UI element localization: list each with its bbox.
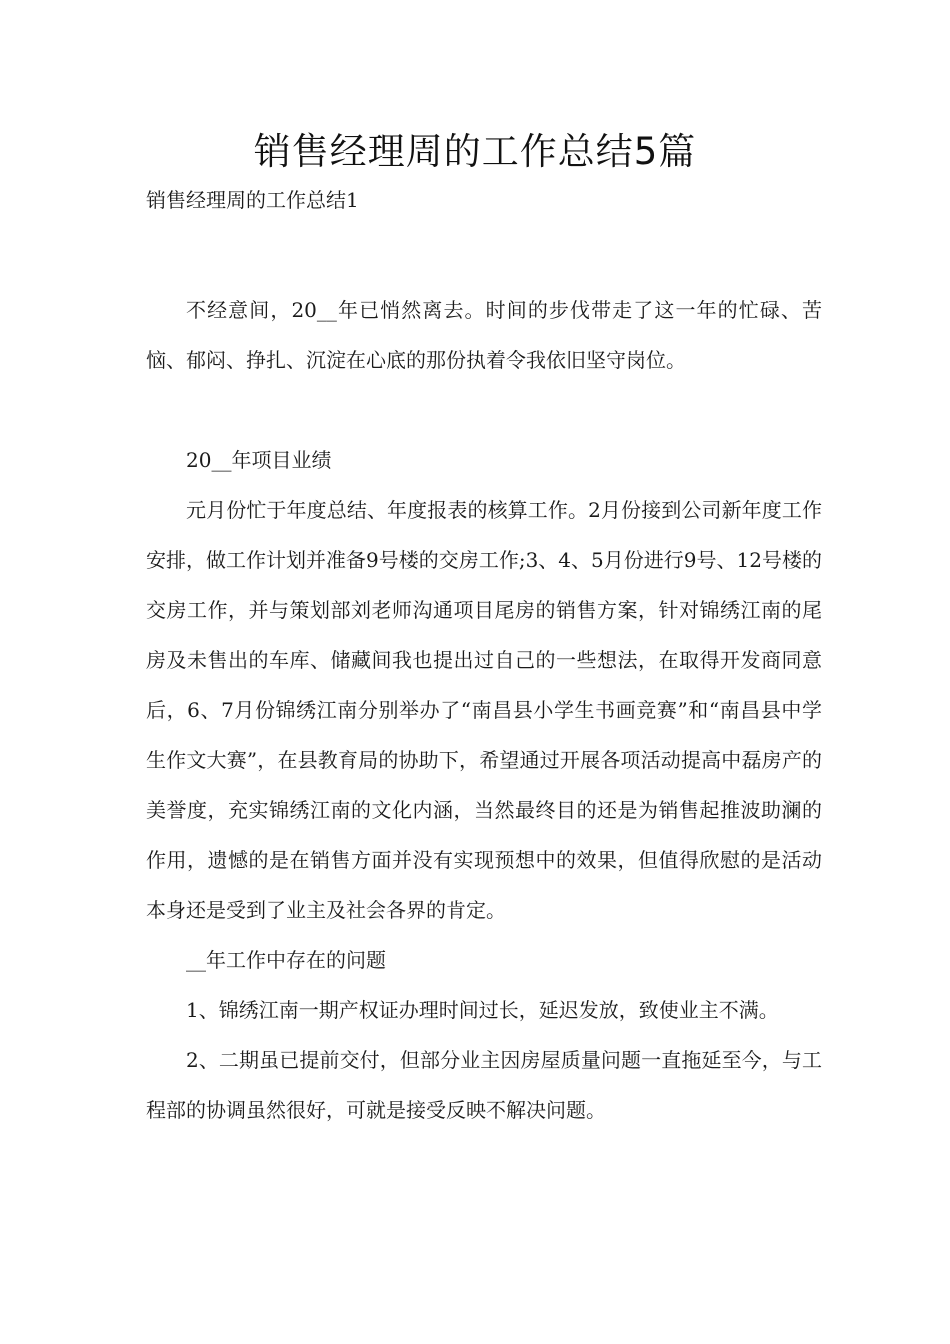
- paragraph-intro: 不经意间，20__年已悄然离去。时间的步伐带走了这一年的忙碌、苦恼、郁闷、挣扎、沉淀在心底的那份执着令我依旧坚守岗位。: [146, 298, 822, 372]
- paragraph-problem-2: 2、二期虽已提前交付，但部分业主因房屋质量问题一直拖延至今，与工程部的协调虽然很好，可就是接受反映不解决问题。: [146, 1048, 822, 1122]
- section-heading: 销售经理周的工作总结1: [146, 188, 359, 212]
- paragraph-heading-problems: __年工作中存在的问题: [186, 948, 386, 972]
- paragraph-spacer: [146, 385, 822, 435]
- paragraph-performance: 元月份忙于年度总结、年度报表的核算工作。2月份接到公司新年度工作安排，做工作计划并准备9号楼的交房工作;3、4、5月份进行9号、12号楼的交房工作，并与策划部刘老师沟通项目尾房的销售方案，针对锦绣江南的尾房及未售出的车库、储藏间我也提出过自己的一些想法，在取得开发商同意后，6、7月份锦绣江南分别举办了“南昌县小学生书画竞赛”和“南昌县中学生作文大赛”，在县教育局的协助下，希望通过开展各项活动提高中磊房产的美誉度，充实锦绣江南的文化内涵，当然最终目的还是为销售起推波助澜的作用，遗憾的是在销售方面并没有实现预想中的效果，但值得欣慰的是活动本身还是受到了业主及社会各界的肯定。: [146, 498, 822, 922]
- document-body: [146, 285, 822, 1135]
- paragraph-problem-1: 1、锦绣江南一期产权证办理时间过长，延迟发放，致使业主不满。: [186, 998, 779, 1022]
- paragraph-heading-performance: 20__年项目业绩: [186, 448, 332, 472]
- document-title: 销售经理周的工作总结5篇: [253, 130, 697, 173]
